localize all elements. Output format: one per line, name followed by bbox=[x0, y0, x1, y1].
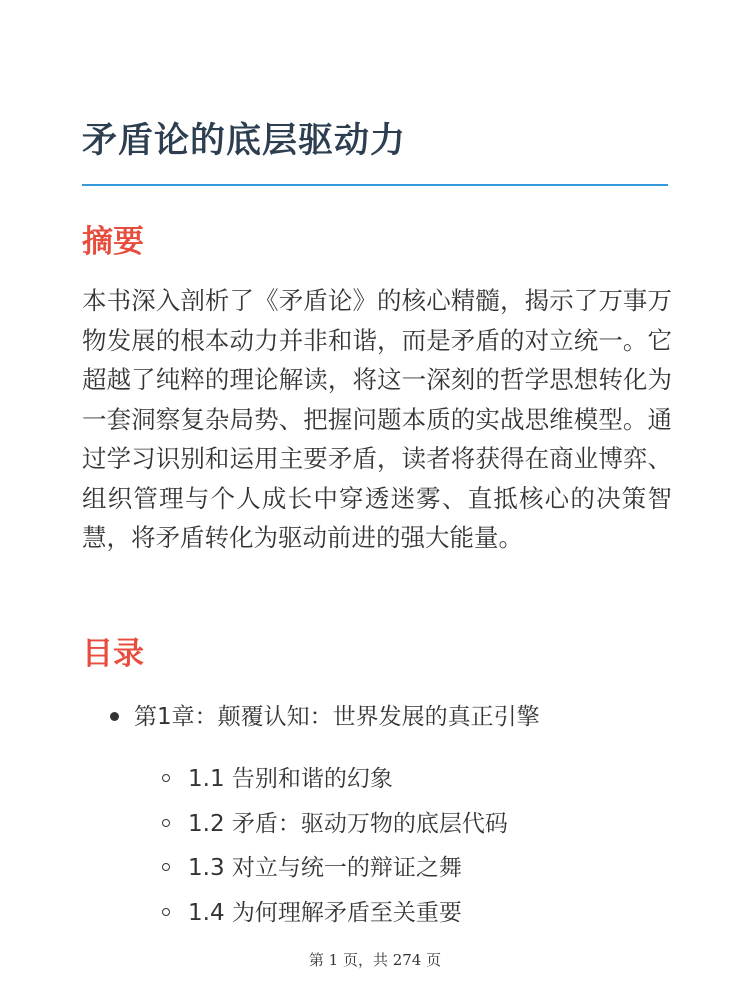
summary-heading: 摘要 bbox=[82, 224, 144, 260]
toc-section-1-4 bbox=[134, 891, 668, 936]
toc-section-1-1 bbox=[134, 757, 668, 802]
toc-section-label: 1.3 对立与统一的辩证之舞 bbox=[188, 855, 462, 881]
toc-chapter-label: 第1章：颠覆认知：世界发展的真正引擎 bbox=[134, 704, 540, 730]
bullet-circle-icon bbox=[162, 819, 170, 827]
bullet-circle-icon bbox=[162, 774, 170, 782]
toc-section-label: 1.4 为何理解矛盾至关重要 bbox=[188, 899, 462, 926]
toc-section-label: 1.1 告别和谐的幻象 bbox=[188, 766, 393, 792]
toc-heading: 目录 bbox=[82, 636, 144, 672]
summary-paragraph: 本书深入剖析了《矛盾论》的核心精髓，揭示了万事万物发展的根本动力并非和谐，而是矛盾的对立统一。它超越了纯粹的理论解读，将这一深刻的哲学思想转化为一套洞察复杂局势、把握问题本质的实战思维模型。通过学习识别和运用主要矛盾，读者将获得在商业博弈、组织管理与个人成长中穿透迷雾、直抵核心的决策智慧，将矛盾转化为驱动前进的强大能量。 bbox=[82, 286, 672, 552]
toc-section-list bbox=[134, 757, 668, 935]
page-number-footer: 第 1 页，共 274 页 bbox=[308, 951, 442, 969]
toc-section-label: 1.2 矛盾：驱动万物的底层代码 bbox=[188, 810, 508, 837]
bullet-circle-icon bbox=[162, 863, 170, 871]
toc-section-1-2 bbox=[134, 802, 668, 847]
toc-chapter-1 bbox=[82, 697, 668, 935]
bullet-disc-icon bbox=[110, 712, 119, 721]
bullet-circle-icon bbox=[162, 908, 170, 916]
title-divider bbox=[82, 184, 668, 186]
book-title: 矛盾论的底层驱动力 bbox=[82, 121, 407, 161]
document-page bbox=[82, 0, 672, 1000]
toc-section-1-3 bbox=[134, 846, 668, 891]
table-of-contents bbox=[82, 697, 668, 935]
